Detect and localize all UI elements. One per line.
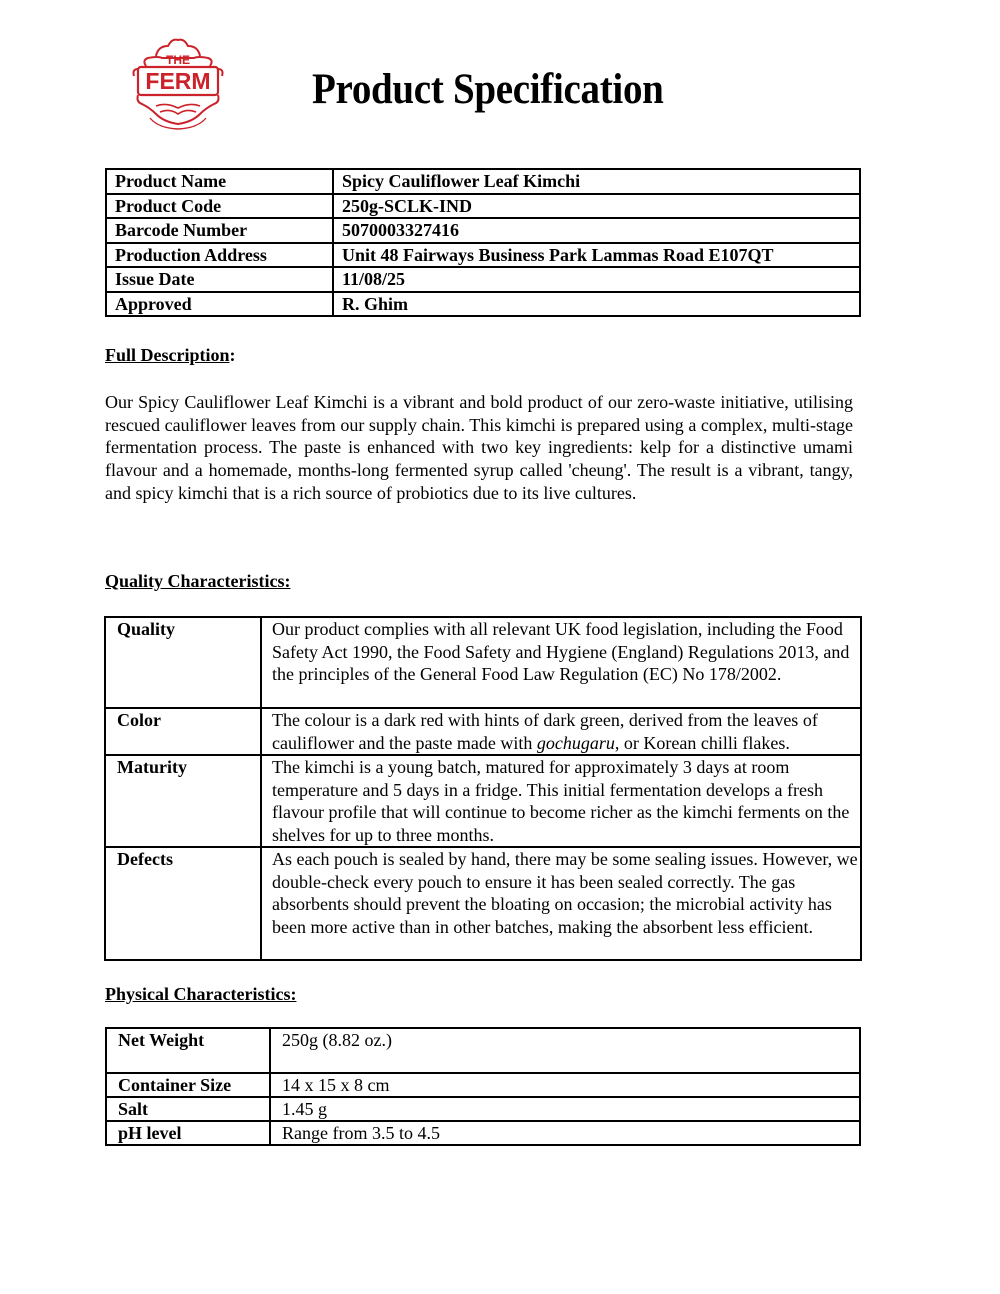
quality-text: The kimchi is a young batch, matured for approximately 3 days at room temperature and 5 days in a fridge. This initial fermentation develops a fresh flavour profile that will continue to become richer as the kimchi ferments on the shelves for up to three months. [261,755,861,847]
physical-value: 250g (8.82 oz.) [270,1028,860,1073]
the-ferm-logo [128,36,228,132]
physical-label: Net Weight [106,1028,270,1073]
table-row [105,755,861,847]
physical-value: 14 x 15 x 8 cm [270,1073,860,1097]
info-label: Product Name [106,169,333,194]
table-row [106,194,860,219]
full-description-text: Our Spicy Cauliflower Leaf Kimchi is a vibrant and bold product of our zero-waste initiative, utilising rescued cauliflower leaves from our supply chain. This kimchi is prepared using a complex, multi-stage fermentation process. The paste is enhanced with two key ingredients: kelp for a distinctive umami flavour and a homemade, months-long fermented syrup called 'cheung'. The result is a vibrant, tangy, and spicy kimchi that is a rich source of probiotics due to its live cultures. [105,392,853,503]
info-value: Spicy Cauliflower Leaf Kimchi [333,169,860,194]
info-value: R. Ghim [333,292,860,317]
table-row [106,267,860,292]
physical-label: pH level [106,1121,270,1145]
physical-label: Salt [106,1097,270,1121]
table-row [106,1073,860,1097]
table-row [106,1121,860,1145]
info-label: Approved [106,292,333,317]
info-value: 250g-SCLK-IND [333,194,860,219]
product-info-table [105,168,861,317]
table-row [105,847,861,960]
color-text-after: , or Korean chilli flakes. [614,732,790,753]
info-label: Issue Date [106,267,333,292]
physical-table [105,1027,861,1146]
table-row [106,243,860,268]
physical-heading: Physical Characteristics: [105,984,297,1004]
quality-label: Color [105,708,261,755]
quality-label: Quality [105,617,261,708]
logo-text-main: FERM [145,68,211,94]
info-label: Production Address [106,243,333,268]
table-row [106,218,860,243]
table-row [105,708,861,755]
quality-heading: Quality Characteristics: [105,571,291,591]
full-description-heading-text: Full Description [105,345,230,365]
color-text-italic: gochugaru [536,732,615,753]
info-value: 5070003327416 [333,218,860,243]
table-row [106,1028,860,1073]
table-row [106,292,860,317]
quality-label: Defects [105,847,261,960]
quality-table [104,616,862,961]
full-description-heading [105,345,236,366]
quality-label: Maturity [105,755,261,847]
table-row [106,1097,860,1121]
table-row [105,617,861,708]
info-label: Barcode Number [106,218,333,243]
physical-label: Container Size [106,1073,270,1097]
quality-text [261,708,861,755]
info-value: Unit 48 Fairways Business Park Lammas Road E107QT [333,243,860,268]
info-label: Product Code [106,194,333,219]
color-text-before: The colour is a dark red with hints of dark green, derived from the leaves of cauliflower and the paste made with [272,710,818,753]
table-row [106,169,860,194]
logo-text-top: THE [166,53,190,67]
physical-value: Range from 3.5 to 4.5 [270,1121,860,1145]
quality-text: As each pouch is sealed by hand, there may be some sealing issues. However, we double-check every pouch to ensure it has been sealed correctly. The gas absorbents should prevent the bloating on occasion; the microbial activity has been more active than in other batches, making the absorbent less efficient. [261,847,861,960]
heading-colon: : [229,345,236,365]
info-value: 11/08/25 [333,267,860,292]
physical-value: 1.45 g [270,1097,860,1121]
quality-text: Our product complies with all relevant UK food legislation, including the Food Safety Act 1990, the Food Safety and Hygiene (England) Regulations 2013, and the principles of the General Food Law Regulation (EC) No 178/2002. [261,617,861,708]
page-title: Product Specification [312,65,664,114]
